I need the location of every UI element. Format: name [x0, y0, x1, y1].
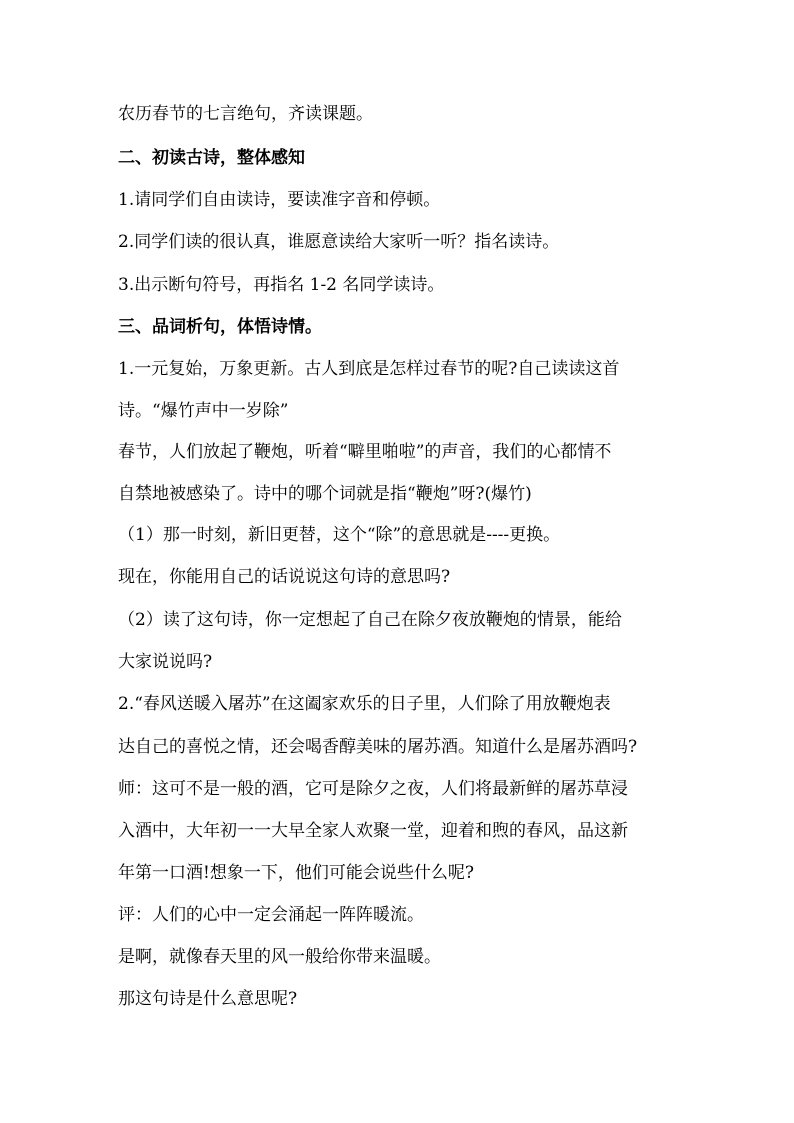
section-heading: 三、品词析句，体悟诗情。 [118, 317, 322, 337]
text-line: （2）读了这句诗，你一定想起了自己在除夕夜放鞭炮的情景，能给 [118, 610, 622, 630]
text-line: （1）那一时刻，新旧更替，这个“除”的意思就是----更换。 [118, 525, 561, 545]
text-line: 达自己的喜悦之情，还会喝香醇美味的屠苏酒。知道什么是屠苏酒吗? [118, 737, 638, 757]
text-line: 2.同学们读的很认真，谁愿意读给大家听一听？指名读诗。 [118, 232, 560, 252]
text-line: 现在，你能用自己的话说说这句诗的意思吗? [118, 567, 451, 587]
section-heading: 二、初读古诗，整体感知 [118, 148, 305, 168]
text-line: 自禁地被感染了。诗中的哪个词就是指“鞭炮”呀?(爆竹) [118, 484, 532, 504]
text-line: 是啊，就像春天里的风一般给你带来温暖。 [118, 947, 441, 967]
text-line: 入酒中，大年初一一大早全家人欢聚一堂，迎着和煦的春风，品这新 [118, 821, 628, 841]
text-line: 大家说说吗? [118, 652, 213, 672]
text-line: 年第一口酒!想象一下，他们可能会说些什么呢? [118, 863, 474, 883]
text-line: 师：这可不是一般的酒，它可是除夕之夜，人们将最新鲜的屠苏草浸 [118, 779, 628, 799]
text-line: 评：人们的心中一定会涌起一阵阵暖流。 [118, 905, 424, 925]
text-line: 诗。“爆竹声中一岁除” [118, 401, 289, 421]
text-line: 2.“春风送暖入屠苏”在这阖家欢乐的日子里，人们除了用放鞭炮表 [118, 694, 611, 714]
text-line: 1.一元复始，万象更新。古人到底是怎样过春节的呢?自己读读这首 [118, 359, 620, 379]
text-line: 1.请同学们自由读诗，要读准字音和停顿。 [118, 190, 441, 210]
text-line: 那这句诗是什么意思呢? [118, 989, 298, 1009]
text-line: 3.出示断句符号，再指名 1-2 名同学读诗。 [118, 275, 445, 295]
text-line: 农历春节的七言绝句，齐读课题。 [118, 104, 373, 124]
text-line: 春节，人们放起了鞭炮，听着“噼里啪啦”的声音，我们的心都情不 [118, 442, 612, 462]
